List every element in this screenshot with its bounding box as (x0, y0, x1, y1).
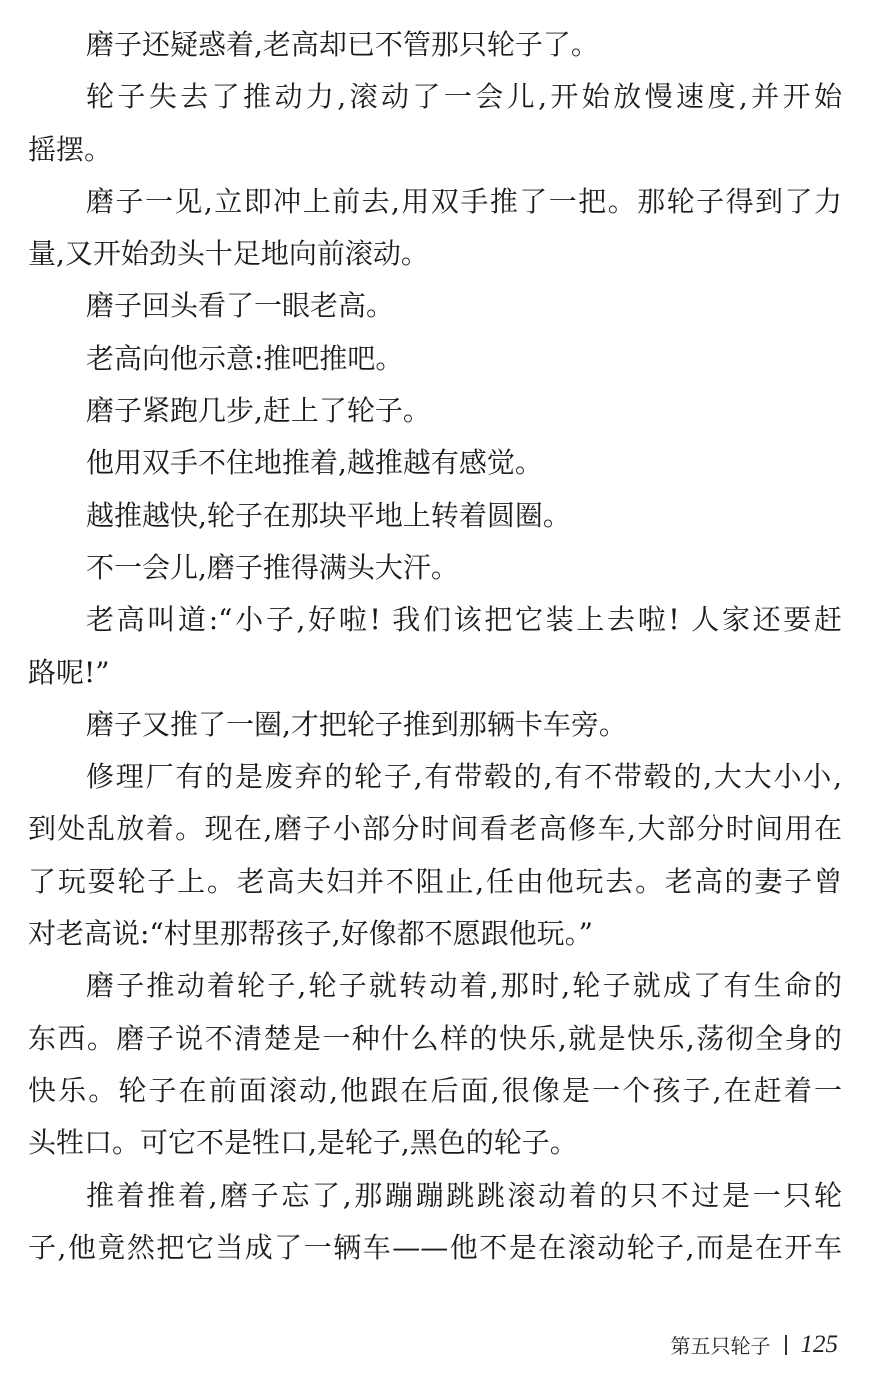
text-line: 路呢!” (28, 655, 110, 689)
text-line: 越推越快,轮子在那块平地上转着圆圈。 (86, 498, 571, 532)
paragraph (28, 960, 842, 1169)
text-line: 推着推着,磨子忘了,那蹦蹦跳跳滚动着的只不过是一只轮 (86, 1178, 842, 1212)
text-line: 摇摆。 (28, 132, 113, 166)
text-line: 磨子一见,立即冲上前去,用双手推了一把。那轮子得到了力 (86, 184, 842, 218)
paragraph (28, 176, 842, 281)
text-line: 他用双手不住地推着,越推越有感觉。 (86, 446, 543, 480)
paragraph (28, 71, 842, 176)
paragraph (28, 1170, 842, 1275)
text-line: 磨子还疑惑着,老高却已不管那只轮子了。 (86, 28, 599, 61)
text-line: 到处乱放着。现在,磨子小部分时间看老高修车,大部分时间用在 (28, 812, 842, 846)
text-line: 磨子紧跑几步,赶上了轮子。 (86, 394, 431, 428)
text-line: 对老高说:“村里那帮孩子,好像都不愿跟他玩。” (28, 917, 593, 951)
text-line: 老高叫道:“小子,好啦! 我们该把它装上去啦! 人家还要赶 (86, 603, 842, 637)
text-line: 头牲口。可它不是牲口,是轮子,黑色的轮子。 (28, 1126, 578, 1160)
paragraph (28, 490, 842, 542)
text-line: 轮子失去了推动力,滚动了一会儿,开始放慢速度,并开始 (86, 80, 842, 114)
paragraph (28, 19, 842, 71)
text-line: 了玩耍轮子上。老高夫妇并不阻止,任由他玩去。老高的妻子曾 (28, 864, 842, 898)
paragraph (28, 542, 842, 594)
page-body (28, 19, 842, 1274)
paragraph (28, 751, 842, 960)
text-line: 磨子又推了一圈,才把轮子推到那辆卡车旁。 (86, 707, 627, 741)
page-footer (671, 1330, 839, 1359)
page-number: 125 (800, 1330, 838, 1358)
text-line: 量,又开始劲头十足地向前滚动。 (28, 237, 429, 271)
paragraph (28, 333, 842, 385)
text-line: 子,他竟然把它当成了一辆车——他不是在滚动轮子,而是在开车 (28, 1230, 842, 1264)
paragraph (28, 437, 842, 489)
footer-divider (785, 1335, 787, 1355)
running-head: 第五只轮子 (670, 1334, 771, 1358)
paragraph (28, 699, 842, 751)
text-line: 快乐。轮子在前面滚动,他跟在后面,很像是一个孩子,在赶着一 (28, 1073, 842, 1107)
text-line: 修理厂有的是废弃的轮子,有带毂的,有不带毂的,大大小小, (86, 760, 842, 794)
text-line: 磨子回头看了一眼老高。 (86, 289, 395, 323)
text-line: 东西。磨子说不清楚是一种什么样的快乐,就是快乐,荡彻全身的 (28, 1021, 842, 1055)
paragraph (28, 385, 842, 437)
text-line: 磨子推动着轮子,轮子就转动着,那时,轮子就成了有生命的 (86, 969, 842, 1003)
text-line: 老高向他示意:推吧推吧。 (86, 341, 404, 375)
paragraph (28, 594, 842, 699)
paragraph (28, 280, 842, 332)
text-line: 不一会儿,磨子推得满头大汗。 (86, 550, 459, 584)
